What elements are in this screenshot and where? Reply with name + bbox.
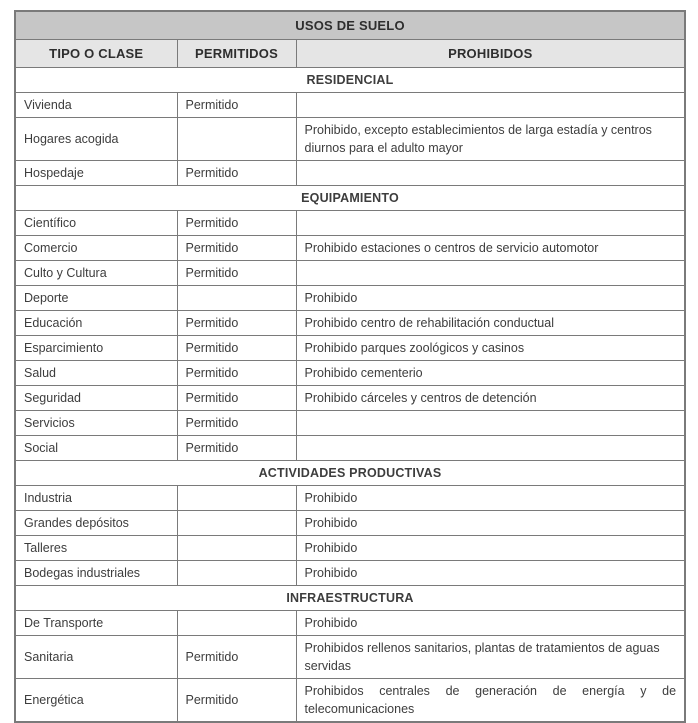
cell-prohibido: Prohibido, excepto establecimientos de larga estadía y centros diurnos para el adulto mayor [296, 118, 685, 161]
cell-permitido: Permitido [177, 411, 296, 436]
cell-tipo: Salud [15, 361, 177, 386]
cell-prohibido: Prohibido [296, 561, 685, 586]
table-body [15, 68, 685, 723]
section-title: INFRAESTRUCTURA [15, 586, 685, 611]
table-row [15, 561, 685, 586]
cell-permitido: Permitido [177, 636, 296, 679]
cell-prohibido: Prohibido parques zoológicos y casinos [296, 336, 685, 361]
cell-prohibido: Prohibido centro de rehabilitación conductual [296, 311, 685, 336]
cell-prohibido [296, 411, 685, 436]
cell-prohibido [296, 161, 685, 186]
cell-tipo: Científico [15, 211, 177, 236]
cell-permitido: Permitido [177, 161, 296, 186]
table-row [15, 161, 685, 186]
column-header-tipo: TIPO O CLASE [15, 40, 177, 68]
table-row [15, 261, 685, 286]
section-header-row [15, 461, 685, 486]
cell-tipo: Social [15, 436, 177, 461]
cell-permitido: Permitido [177, 436, 296, 461]
cell-permitido [177, 611, 296, 636]
cell-tipo: Bodegas industriales [15, 561, 177, 586]
cell-tipo: Servicios [15, 411, 177, 436]
cell-tipo: Culto y Cultura [15, 261, 177, 286]
cell-tipo: Energética [15, 679, 177, 723]
cell-prohibido: Prohibido [296, 536, 685, 561]
cell-prohibido: Prohibido [296, 611, 685, 636]
cell-prohibido [296, 93, 685, 118]
section-header-row [15, 586, 685, 611]
table-row [15, 386, 685, 411]
cell-permitido [177, 118, 296, 161]
cell-tipo: Comercio [15, 236, 177, 261]
cell-prohibido: Prohibido cárceles y centros de detención [296, 386, 685, 411]
table-row [15, 286, 685, 311]
cell-tipo: Grandes depósitos [15, 511, 177, 536]
cell-permitido [177, 511, 296, 536]
table-row [15, 679, 685, 723]
cell-permitido: Permitido [177, 261, 296, 286]
cell-permitido [177, 561, 296, 586]
cell-prohibido [296, 436, 685, 461]
section-header-row [15, 68, 685, 93]
table-row [15, 336, 685, 361]
section-title: EQUIPAMIENTO [15, 186, 685, 211]
cell-prohibido: Prohibidos centrales de generación de energía y de telecomunicaciones [296, 679, 685, 723]
table-row [15, 636, 685, 679]
cell-prohibido: Prohibido cementerio [296, 361, 685, 386]
cell-tipo: Deporte [15, 286, 177, 311]
table-row [15, 311, 685, 336]
cell-tipo: Esparcimiento [15, 336, 177, 361]
table-row [15, 361, 685, 386]
section-title: ACTIVIDADES PRODUCTIVAS [15, 461, 685, 486]
cell-tipo: Educación [15, 311, 177, 336]
cell-prohibido [296, 261, 685, 286]
table-row [15, 611, 685, 636]
section-header-row [15, 186, 685, 211]
table-row [15, 93, 685, 118]
table-row [15, 536, 685, 561]
cell-prohibido: Prohibido estaciones o centros de servicio automotor [296, 236, 685, 261]
column-header-row [15, 40, 685, 68]
cell-prohibido: Prohibido [296, 286, 685, 311]
cell-permitido: Permitido [177, 386, 296, 411]
cell-tipo: Industria [15, 486, 177, 511]
cell-permitido: Permitido [177, 679, 296, 723]
table-title: USOS DE SUELO [15, 11, 685, 40]
cell-tipo: Talleres [15, 536, 177, 561]
cell-prohibido: Prohibido [296, 486, 685, 511]
cell-tipo: Hospedaje [15, 161, 177, 186]
table-row [15, 511, 685, 536]
table-row [15, 118, 685, 161]
table-row [15, 486, 685, 511]
cell-permitido: Permitido [177, 361, 296, 386]
cell-prohibido: Prohibidos rellenos sanitarios, plantas de tratamientos de aguas servidas [296, 636, 685, 679]
cell-permitido: Permitido [177, 211, 296, 236]
column-header-prohibidos: PROHIBIDOS [296, 40, 685, 68]
cell-permitido [177, 486, 296, 511]
cell-permitido: Permitido [177, 236, 296, 261]
column-header-permitidos: PERMITIDOS [177, 40, 296, 68]
table-title-row [15, 11, 685, 40]
cell-tipo: De Transporte [15, 611, 177, 636]
cell-permitido [177, 286, 296, 311]
table-row [15, 411, 685, 436]
cell-prohibido [296, 211, 685, 236]
cell-permitido [177, 536, 296, 561]
section-title: RESIDENCIAL [15, 68, 685, 93]
cell-tipo: Vivienda [15, 93, 177, 118]
land-use-table [14, 10, 686, 723]
table-row [15, 236, 685, 261]
cell-permitido: Permitido [177, 336, 296, 361]
cell-tipo: Sanitaria [15, 636, 177, 679]
cell-prohibido: Prohibido [296, 511, 685, 536]
cell-permitido: Permitido [177, 93, 296, 118]
cell-tipo: Seguridad [15, 386, 177, 411]
cell-permitido: Permitido [177, 311, 296, 336]
cell-tipo: Hogares acogida [15, 118, 177, 161]
table-row [15, 211, 685, 236]
table-row [15, 436, 685, 461]
